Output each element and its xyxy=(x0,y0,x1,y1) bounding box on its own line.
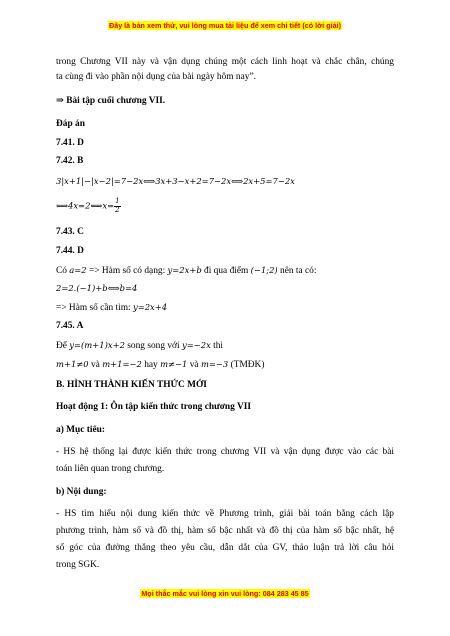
math-segment: m=−3 xyxy=(200,359,229,369)
text-segment: => Hàm số có dạng: xyxy=(86,266,168,276)
text-segment: thì xyxy=(210,341,224,351)
answer-7-42: 7.42. B xyxy=(56,156,84,166)
math-segment: (−1;2) xyxy=(250,265,278,275)
text-segment: => Hàm số cần tìm: xyxy=(56,303,133,313)
intro-line-2: ta cùng đi vào phần nội dụng của bài ngày hôm nay”. xyxy=(56,72,256,82)
math-segment: y=2x+4 xyxy=(132,302,168,312)
preview-notice-text: Đây là bản xem thử, vui lòng mua tài liệu để xem chi tiết (có lời giải) xyxy=(109,21,341,30)
answer-7-41: 7.41. D xyxy=(56,138,84,148)
activity-1-title: Hoạt động 1: Ôn tập kiến thức trong chương VII xyxy=(56,402,252,412)
math-segment: m≠−1 xyxy=(160,359,188,369)
solution-7-44-line-1 xyxy=(56,265,316,277)
intro-line-1: trong Chương VII này và vận dụng chúng một cách linh hoạt và chắc chân, chúng xyxy=(56,57,394,67)
content-line-1: - HS tìm hiểu nội dung kiến thức về Phương trình, giải bài toán bằng cách lập xyxy=(56,509,394,519)
equation-7-42-line-2 xyxy=(56,198,121,214)
review-title: Bài tập cuối chương VII. xyxy=(66,96,166,106)
text-segment: hay xyxy=(141,360,161,370)
solution-7-44-equation: 2=2.(−1)+b⟺b=4 xyxy=(56,283,138,293)
content-line-3: số góc của đường thẳng theo yêu cầu, dẫn dắt của GV, thảo luận trả lời câu hỏi xyxy=(56,543,394,553)
objective-title: a) Mục tiêu: xyxy=(56,425,105,435)
text-segment: song song với xyxy=(124,341,182,351)
contact-notice-text: Mọi thắc mắc vui lòng xin vui lòng: 084 283 45 85 xyxy=(141,589,309,598)
review-heading xyxy=(56,96,165,107)
fraction-numerator: 1 xyxy=(115,197,120,205)
fraction-one-half xyxy=(114,198,120,214)
answers-title: Đáp án xyxy=(56,119,85,129)
solution-7-45-line-1 xyxy=(56,340,223,352)
answer-7-45: 7.45. A xyxy=(56,321,84,331)
math-segment: a=2 xyxy=(69,265,87,275)
text-segment: (TMĐK) xyxy=(228,360,265,370)
answer-7-43: 7.43. C xyxy=(56,227,84,237)
objective-line-2: toán liên quan trong chương. xyxy=(56,464,165,474)
arrow-icon: ⇒ xyxy=(56,96,64,106)
math-segment: m+1=−2 xyxy=(102,359,142,369)
contact-notice-banner xyxy=(0,589,450,598)
fraction-denominator: 2 xyxy=(115,205,120,214)
content-line-4: trong SGK. xyxy=(56,560,100,570)
preview-notice-banner xyxy=(0,21,450,30)
solution-7-44-result xyxy=(56,302,167,314)
content-line-2: phương trình, hàm số và đồ thị, hàm số bậc nhất và đồ thị của hàm số bậc nhất, hệ xyxy=(56,526,394,536)
objective-line-1: - HS hệ thống lại được kiến thức trong chương VII và vận dụng được vào các bài xyxy=(56,447,394,457)
section-b-title: B. HÌNH THÀNH KIẾN THỨC MỚI xyxy=(56,380,207,390)
text-segment: nên ta có: xyxy=(277,266,317,276)
text-segment: Có xyxy=(56,266,70,276)
text-segment: và xyxy=(187,360,201,370)
content-title: b) Nội dung: xyxy=(56,487,107,497)
equation-7-42-left: ⟺4x=2⟺x= xyxy=(56,200,115,211)
math-segment: y=2x+b xyxy=(167,265,202,275)
math-segment: m+1≠0 xyxy=(56,359,89,369)
solution-7-45-line-2 xyxy=(56,359,264,371)
text-segment: đi qua điểm xyxy=(201,266,251,276)
answer-7-44: 7.44. D xyxy=(56,246,84,256)
text-segment: Để xyxy=(56,341,70,351)
math-segment: y=(m+1)x+2 xyxy=(69,340,125,350)
math-segment: y=−2x xyxy=(181,340,211,350)
equation-7-42-line-1: 3|x+1|−|x−2|=7−2x⟺3x+3−x+2=7−2x⟺2x+5=7−2x xyxy=(56,176,295,186)
text-segment: và xyxy=(88,360,103,370)
